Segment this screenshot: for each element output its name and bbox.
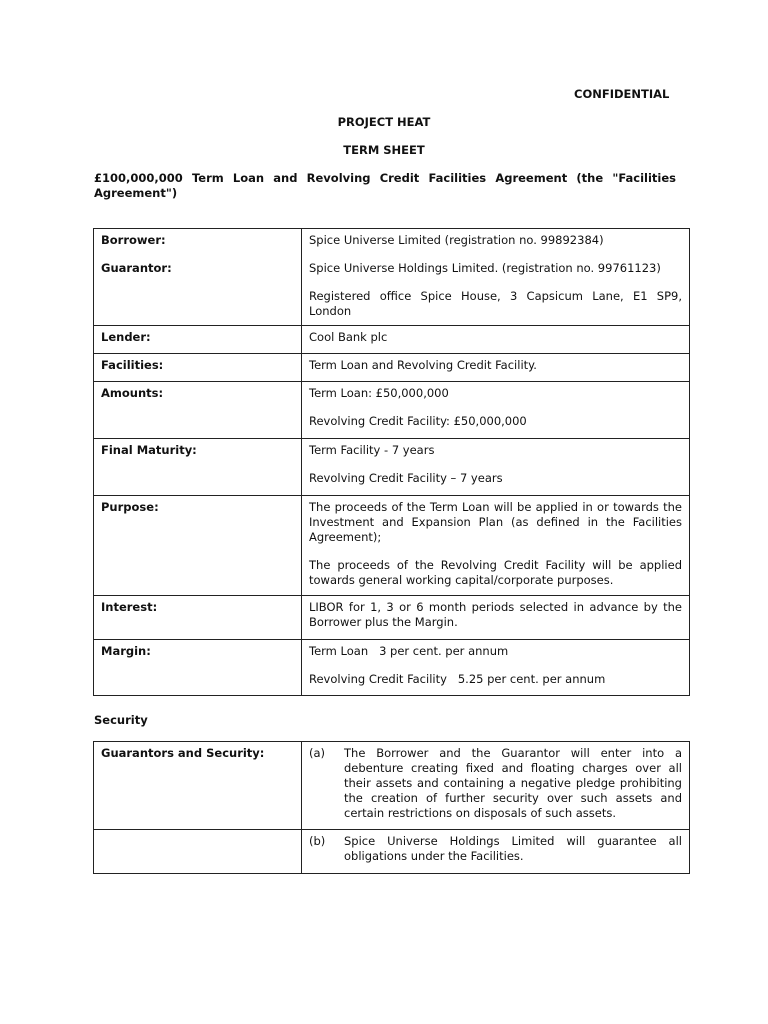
item-a-marker: (a) — [309, 746, 326, 760]
facilities-value: Term Loan and Revolving Credit Facility. — [302, 354, 690, 382]
margin-value-cell — [302, 640, 690, 696]
borrower-label: Borrower: — [101, 233, 166, 247]
purpose-label: Purpose: — [94, 496, 302, 596]
table-row-facilities — [94, 354, 690, 382]
interest-value-cell — [302, 596, 690, 640]
amounts-term-value: Term Loan: £50,000,000 — [309, 386, 449, 400]
table-row-purpose — [94, 496, 690, 596]
item-a-text: The Borrower and the Guarantor will enter into a debenture creating fixed and floating charges over all their assets and containing a negative pledge prohibiting the creation of further security over such assets and certain restrictions on disposals of such assets. — [344, 746, 682, 820]
parties-value-cell — [302, 229, 690, 326]
interest-value: LIBOR for 1, 3 or 6 month periods selected in advance by the Borrower plus the Margin. — [309, 600, 682, 629]
amounts-revolving-value: Revolving Credit Facility: £50,000,000 — [309, 414, 527, 428]
maturity-value-cell — [302, 439, 690, 496]
list-item — [309, 746, 682, 821]
table-row-margin — [94, 640, 690, 696]
maturity-label: Final Maturity: — [94, 439, 302, 496]
maturity-revolving-value: Revolving Credit Facility – 7 years — [309, 471, 503, 485]
margin-label: Margin: — [94, 640, 302, 696]
maturity-term-value: Term Facility - 7 years — [309, 443, 435, 457]
registered-office-value: Registered office Spice House, 3 Capsicum Lane, E1 SP9, London — [309, 289, 682, 318]
purpose-revolving-value: The proceeds of the Revolving Credit Facility will be applied towards general working capital/corporate purposes. — [309, 558, 682, 587]
table-row-amounts — [94, 382, 690, 439]
table-row-security-a — [94, 742, 690, 830]
table-row-interest — [94, 596, 690, 640]
security-item-b-cell — [302, 830, 690, 874]
guarantor-value: Spice Universe Holdings Limited. (registration no. 99761123) — [309, 261, 661, 275]
agreement-title: £100,000,000 Term Loan and Revolving Credit Facilities Agreement (the "Facilities Agreement") — [94, 171, 676, 200]
purpose-term-value: The proceeds of the Term Loan will be applied in or towards the Investment and Expansion Plan (as defined in the Facilities Agreement); — [309, 500, 682, 544]
interest-label: Interest: — [94, 596, 302, 640]
item-b-text: Spice Universe Holdings Limited will guarantee all obligations under the Facilities. — [344, 834, 682, 863]
terms-table — [93, 228, 690, 696]
project-title: PROJECT HEAT — [337, 115, 431, 129]
document-title: TERM SHEET — [343, 143, 425, 157]
table-row-lender — [94, 326, 690, 354]
margin-term-value: Term Loan 3 per cent. per annum — [309, 644, 509, 658]
list-item — [309, 834, 682, 864]
amounts-value-cell — [302, 382, 690, 439]
table-row-security-b — [94, 830, 690, 874]
amounts-label: Amounts: — [94, 382, 302, 439]
margin-revolving-value: Revolving Credit Facility 5.25 per cent. per annum — [309, 672, 606, 686]
purpose-value-cell — [302, 496, 690, 596]
security-label: Guarantors and Security: — [94, 742, 302, 830]
security-label-empty — [94, 830, 302, 874]
table-row-maturity — [94, 439, 690, 496]
security-item-a-cell — [302, 742, 690, 830]
security-heading: Security — [94, 713, 148, 727]
borrower-value: Spice Universe Limited (registration no. 99892384) — [309, 233, 604, 247]
security-table — [93, 741, 690, 874]
lender-value: Cool Bank plc — [302, 326, 690, 354]
lender-label: Lender: — [94, 326, 302, 354]
guarantor-label: Guarantor: — [101, 261, 172, 275]
confidential-marking: CONFIDENTIAL — [574, 87, 670, 101]
item-b-marker: (b) — [309, 834, 326, 848]
facilities-label: Facilities: — [94, 354, 302, 382]
table-row-parties — [94, 229, 690, 326]
parties-label-cell — [94, 229, 302, 326]
